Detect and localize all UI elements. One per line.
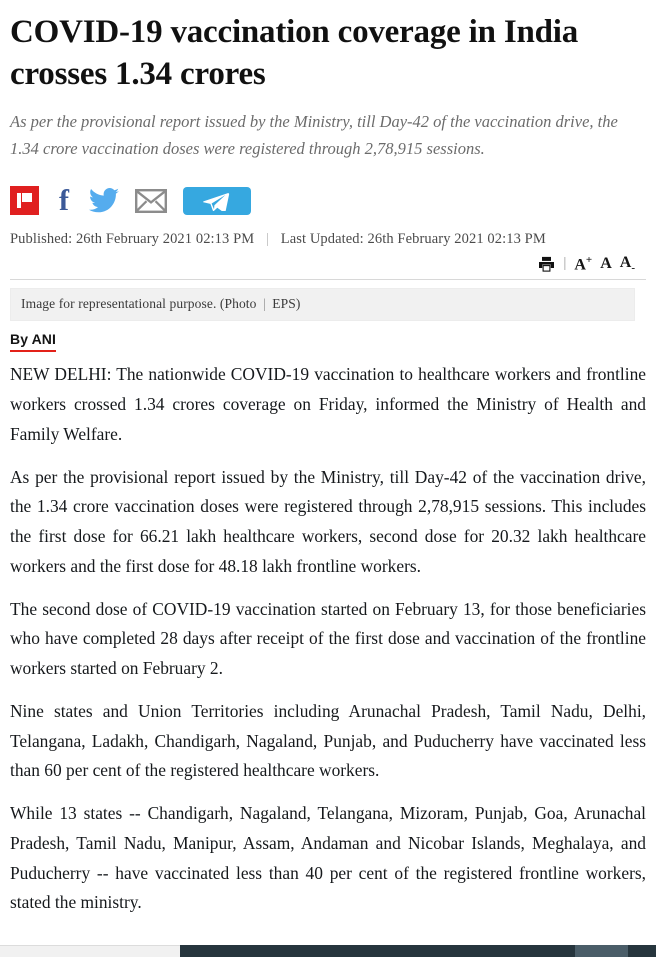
font-size-default-button[interactable]: A bbox=[600, 254, 612, 272]
last-updated-date: Last Updated: 26th February 2021 02:13 PM bbox=[280, 230, 546, 247]
facebook-share-icon[interactable]: f bbox=[59, 183, 69, 217]
telegram-share-icon[interactable] bbox=[183, 187, 251, 215]
font-size-increase-button[interactable]: A+ bbox=[574, 253, 593, 273]
bottom-bar-dark-segment bbox=[180, 945, 575, 957]
email-share-icon[interactable] bbox=[135, 189, 167, 213]
social-share-bar bbox=[10, 185, 646, 217]
meta-separator: | bbox=[266, 230, 270, 247]
tools-divider: | bbox=[563, 255, 567, 272]
article-paragraph: Nine states and Union Territories including Arunachal Pradesh, Tamil Nadu, Delhi, Telangana, Ladakh, Chandigarh, Nagaland, Punjab, and Puducherry have vaccinated less than 60 per cent of the registered healthcare workers. bbox=[10, 700, 646, 781]
caption-source: EPS) bbox=[272, 295, 301, 311]
byline-author: By ANI bbox=[10, 330, 56, 347]
twitter-share-icon[interactable] bbox=[89, 188, 119, 214]
print-icon[interactable] bbox=[538, 256, 555, 272]
bottom-bar-highlight-segment bbox=[575, 945, 628, 957]
article-paragraph: NEW DELHI: The nationwide COVID-19 vaccination to healthcare workers and frontline workers crossed 1.34 crores coverage on Friday, informed the Ministry of Health and Family Welfare. bbox=[10, 364, 646, 444]
bottom-cutoff-bar bbox=[0, 945, 656, 957]
article-tools bbox=[10, 254, 646, 280]
flipboard-share-icon[interactable] bbox=[10, 186, 39, 215]
article-body bbox=[10, 360, 646, 918]
publish-meta bbox=[10, 231, 646, 248]
font-size-decrease-button[interactable]: $A_-$ bbox=[619, 253, 635, 274]
article-paragraph: While 13 states -- Chandigarh, Nagaland, Telangana, Mizoram, Punjab, Goa, Arunachal Pradesh, Tamil Nadu, Manipur, Assam, Andaman and Nicobar Islands, Meghalaya, and Puducherry -- have vaccinated less than 40 per cent of the registered frontline workers, stated the ministry. bbox=[10, 803, 646, 913]
caption-text: Image for representational purpose. (Photo bbox=[21, 295, 257, 311]
article-paragraph: As per the provisional report issued by the Ministry, till Day-42 of the vaccination drive, the 1.34 crore vaccination doses were registered through 2,78,915 sessions. This includes the first dose for 66.21 lakh healthcare workers, second dose for 20.32 lakh healthcare workers and the first dose for 48.18 lakh frontline workers. bbox=[10, 466, 646, 576]
bottom-bar-left-segment bbox=[0, 945, 180, 957]
image-caption bbox=[10, 288, 635, 321]
bottom-bar-end-segment bbox=[628, 945, 656, 957]
published-date: Published: 26th February 2021 02:13 PM bbox=[10, 230, 255, 247]
byline-underline bbox=[10, 350, 56, 353]
article-subheadline: As per the provisional report issued by the Ministry, till Day-42 of the vaccination drive, the 1.34 crore vaccination doses were registered through 2,78,915 sessions. bbox=[10, 112, 618, 158]
article-paragraph: The second dose of COVID-19 vaccination started on February 13, for those beneficiaries who have completed 28 days after receipt of the first dose and vaccination of the frontline workers started on February 2. bbox=[10, 598, 646, 679]
caption-separator: | bbox=[262, 295, 266, 311]
byline[interactable] bbox=[10, 331, 56, 353]
flipboard-glyph bbox=[17, 193, 32, 208]
page-title: COVID-19 vaccination coverage in India crosses 1.34 crores bbox=[10, 14, 579, 92]
